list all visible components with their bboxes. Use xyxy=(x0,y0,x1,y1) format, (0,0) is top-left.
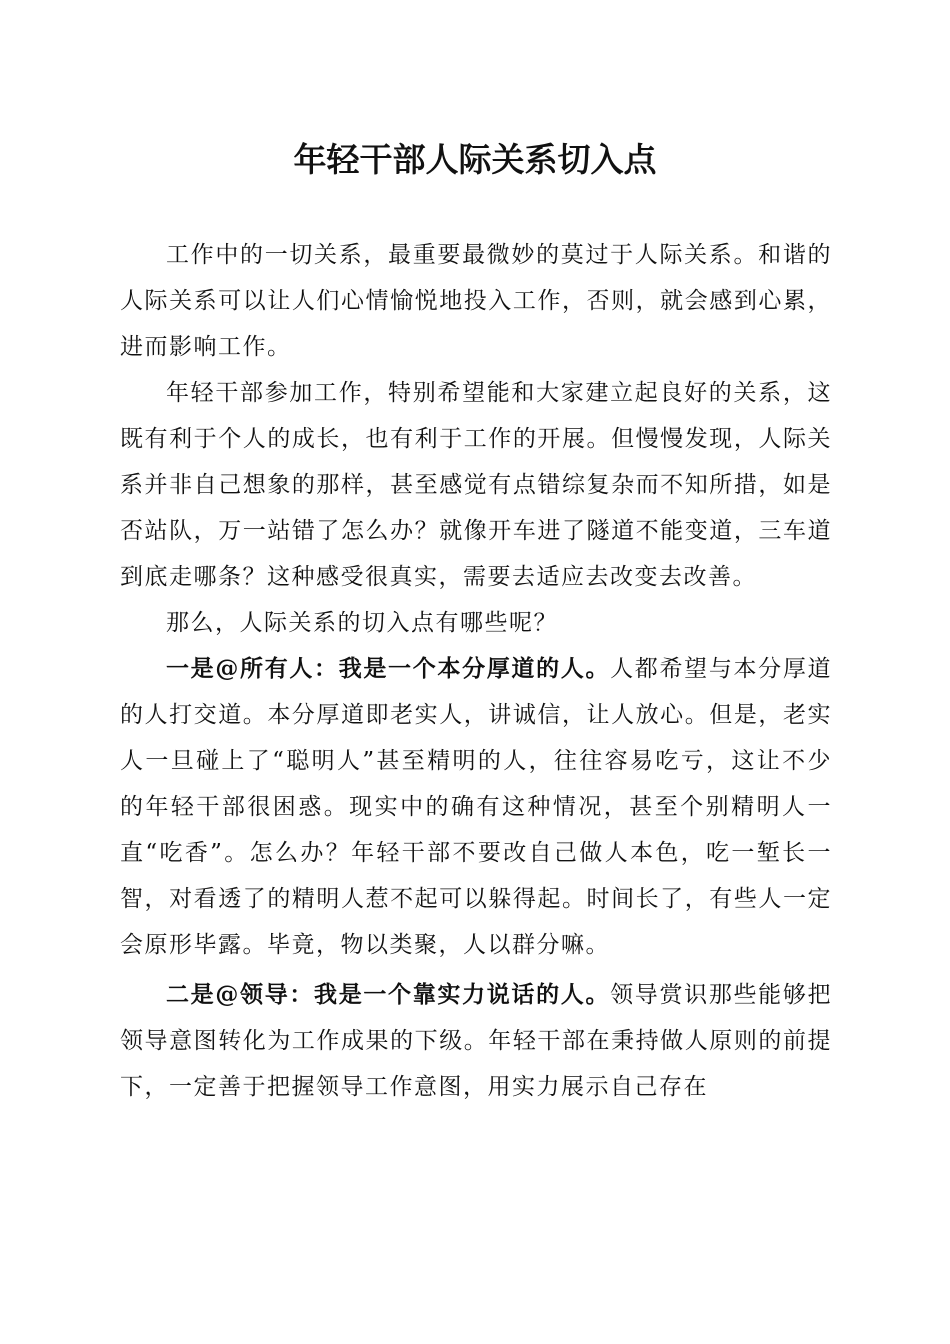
paragraph-text: 年轻干部参加工作，特别希望能和大家建立起良好的关系，这既有利于个人的成长，也有利于工作的开展。但慢慢发现，人际关系并非自己想象的那样，甚至感觉有点错综复杂而不知所措，如是否站队，万一站错了怎么办？就像开车进了隧道不能变道，三车道到底走哪条？这种感受很真实，需要去适应去改变去改善。 xyxy=(120,380,832,590)
paragraph-point-two xyxy=(120,972,832,1110)
paragraph-text: 人都希望与本分厚道的人打交道。本分厚道即老实人，讲诚信，让人放心。但是，老实人一旦碰上了“聪明人”甚至精明的人，往往容易吃亏，这让不少的年轻干部很困惑。现实中的确有这种情况，甚至个别精明人一直“吃香”。怎么办？年轻干部不要改自己做人本色，吃一堑长一智，对看透了的精明人惹不起可以躲得起。时间长了，有些人一定会原形毕露。毕竟，物以类聚，人以群分嘛。 xyxy=(120,656,833,958)
paragraph-point-one xyxy=(120,646,832,968)
point-one-heading: 一是@所有人：我是一个本分厚道的人。 xyxy=(166,655,611,682)
document-body xyxy=(120,232,832,1110)
document-title: 年轻干部人际关系切入点 xyxy=(293,140,657,179)
paragraph-question xyxy=(120,600,832,646)
paragraph-text: 工作中的一切关系，最重要最微妙的莫过于人际关系。和谐的人际关系可以让人们心情愉悦地投入工作，否则，就会感到心累，进而影响工作。 xyxy=(120,242,832,360)
paragraph-background xyxy=(120,370,832,600)
paragraph-intro xyxy=(120,232,832,370)
paragraph-text: 那么，人际关系的切入点有哪些呢？ xyxy=(166,610,558,636)
paragraph-text: 领导赏识那些能够把领导意图转化为工作成果的下级。年轻干部在秉持做人原则的前提下，一定善于把握领导工作意图，用实力展示自己存在 xyxy=(120,982,833,1100)
point-two-heading: 二是@领导：我是一个靠实力说话的人。 xyxy=(166,981,611,1008)
